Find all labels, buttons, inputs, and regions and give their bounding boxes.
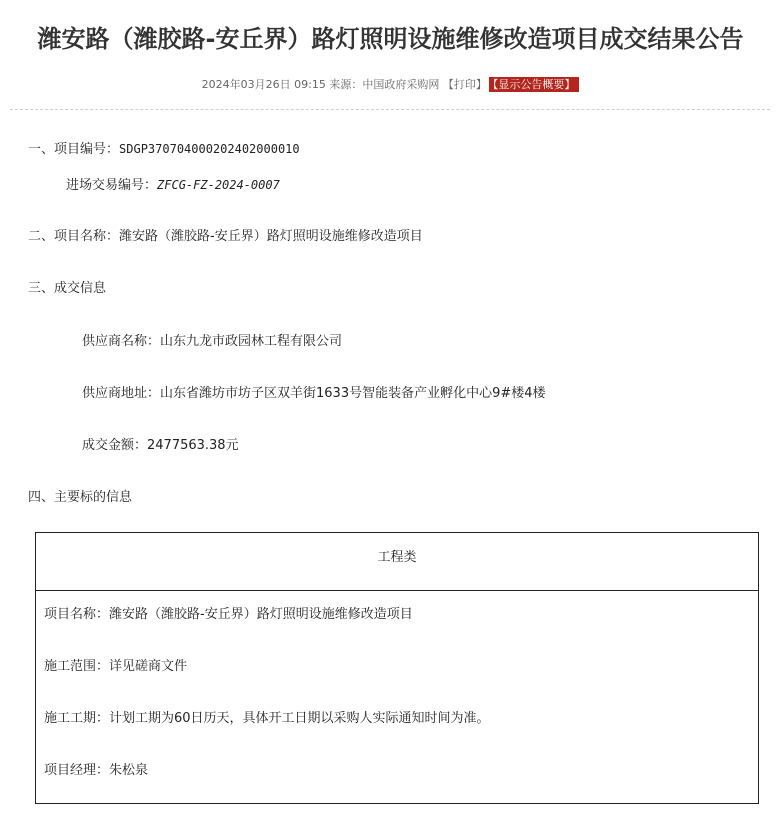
publish-datetime: 2024年03月26日 09:15 xyxy=(201,78,326,91)
table-header: 工程类 xyxy=(36,533,758,591)
table-row: 项目名称：潍安路（潍胶路-安丘界）路灯照明设施维修改造项目 xyxy=(44,607,413,622)
show-summary-button[interactable]: 【显示公告概要】 xyxy=(489,77,580,92)
trade-number-label: 进场交易编号： xyxy=(66,178,158,193)
source-label: 来源： xyxy=(329,78,363,91)
project-number-label: 一、项目编号： xyxy=(28,142,120,157)
trade-number-value: ZFCG-FZ-2024-0007 xyxy=(157,178,280,192)
divider xyxy=(10,109,770,110)
project-number xyxy=(28,138,300,157)
trade-number xyxy=(66,174,280,193)
project-name xyxy=(28,225,423,244)
meta-bar xyxy=(0,76,781,92)
print-link[interactable]: 【打印】 xyxy=(442,78,487,91)
source-link[interactable]: 中国政府采购网 xyxy=(362,78,440,91)
project-name-value: 潍安路（潍胶路-安丘界）路灯照明设施维修改造项目 xyxy=(119,229,423,244)
project-name-label: 二、项目名称： xyxy=(28,229,120,244)
supplier-address: 供应商地址：山东省潍坊市坊子区双羊街1633号智能装备产业孵化中心9#楼4楼 xyxy=(82,386,546,401)
items-table xyxy=(35,532,759,804)
section-main-items: 四、主要标的信息 xyxy=(28,490,133,505)
project-number-value: SDGP370704000202402000010 xyxy=(119,142,300,156)
table-row: 施工范围：详见磋商文件 xyxy=(44,659,188,674)
supplier-name: 供应商名称：山东九龙市政园林工程有限公司 xyxy=(82,334,343,349)
table-row: 项目经理：朱松泉 xyxy=(44,763,149,778)
page-title: 潍安路（潍胶路-安丘界）路灯照明设施维修改造项目成交结果公告 xyxy=(37,25,744,53)
table-row: 施工工期：计划工期为60日历天，具体开工日期以采购人实际通知时间为准。 xyxy=(44,711,490,726)
deal-amount: 成交金额：2477563.38元 xyxy=(82,438,239,453)
section-deal-info: 三、成交信息 xyxy=(28,281,107,296)
